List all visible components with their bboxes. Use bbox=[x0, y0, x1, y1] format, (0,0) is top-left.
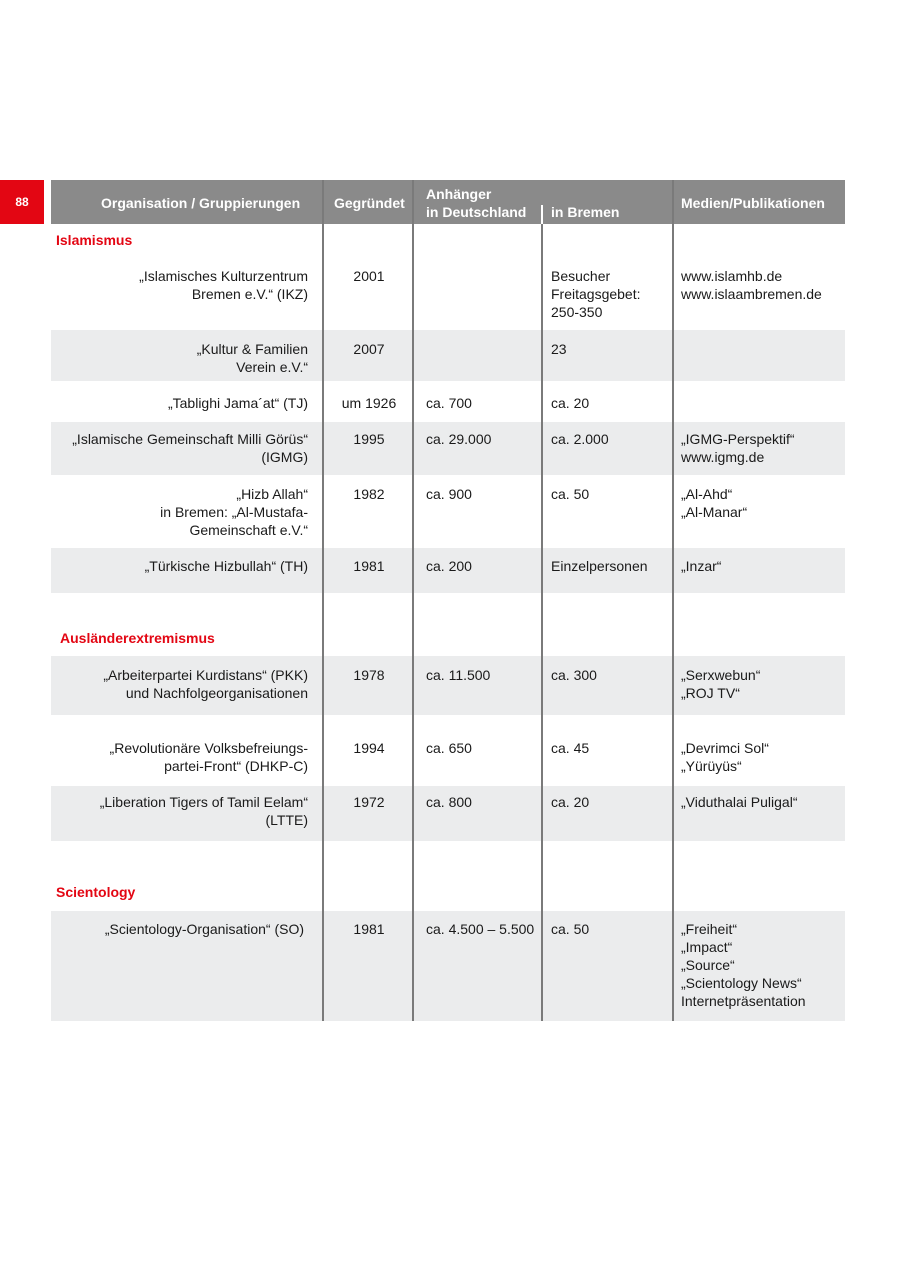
table-row-year: 1978 bbox=[353, 667, 385, 683]
table-row-bremen: ca. 300 bbox=[551, 667, 597, 683]
table-row-bremen: ca. 20 bbox=[551, 395, 590, 411]
table-row-media: „Al-Ahd“ „Al-Manar“ bbox=[681, 486, 748, 520]
table-header bbox=[51, 180, 845, 224]
table-row-org: „Islamisches Kulturzentrum Bremen e.V.“ (IKZ) bbox=[139, 268, 308, 302]
section-scientology: Scientology bbox=[56, 884, 136, 900]
header-founded: Gegründet bbox=[334, 195, 405, 211]
table-row-germany: ca. 200 bbox=[426, 558, 472, 574]
table-row-org: „Liberation Tigers of Tamil Eelam“ (LTTE) bbox=[99, 794, 308, 828]
table-row-org: „Hizb Allah“ in Bremen: „Al-Mustafa- Gemeinschaft e.V.“ bbox=[160, 486, 308, 538]
header-in-bremen: in Bremen bbox=[551, 204, 620, 220]
table-row-media: „Devrimci Sol“ „Yürüyüs“ bbox=[681, 740, 769, 774]
table-row-bremen: ca. 50 bbox=[551, 921, 590, 937]
page-number: 88 bbox=[0, 180, 44, 224]
table-row-germany: ca. 11.500 bbox=[426, 667, 491, 683]
table-row-org: „Tablighi Jama´at“ (TJ) bbox=[167, 395, 308, 411]
table-row-media: „Inzar“ bbox=[681, 558, 722, 574]
column-divider bbox=[412, 180, 414, 1021]
section-auslaenderextremismus: Ausländerextremismus bbox=[60, 630, 215, 646]
header-organisation: Organisation / Gruppierungen bbox=[101, 195, 301, 211]
table-row-germany: ca. 700 bbox=[426, 395, 472, 411]
table-row-year: 1995 bbox=[353, 431, 385, 447]
table-row-bremen: ca. 45 bbox=[551, 740, 590, 756]
table-row-media: „Serxwebun“ „ROJ TV“ bbox=[681, 667, 761, 701]
table-row-germany: ca. 650 bbox=[426, 740, 472, 756]
table-row-media: „Freiheit“ „Impact“ „Source“ „Scientology News“ Internetpräsentation bbox=[681, 921, 806, 1009]
column-divider bbox=[672, 180, 674, 1021]
header-in-germany: in Deutschland bbox=[426, 204, 527, 220]
table-row-germany: ca. 4.500 – 5.500 bbox=[426, 921, 535, 937]
table-row-germany: ca. 900 bbox=[426, 486, 472, 502]
table-row-media: „IGMG-Perspektif“ www.igmg.de bbox=[681, 431, 795, 465]
table-row-bremen: Einzelpersonen bbox=[551, 558, 648, 574]
table-row-bremen: ca. 2.000 bbox=[551, 431, 609, 447]
table-row-org: „Scientology-Organisation“ (SO) bbox=[104, 921, 304, 937]
table-row-bremen: 23 bbox=[551, 341, 567, 357]
column-divider bbox=[322, 180, 324, 1021]
column-divider bbox=[541, 224, 543, 1021]
row-band bbox=[51, 330, 845, 381]
header-followers: Anhänger bbox=[426, 186, 492, 202]
header-media: Medien/Publikationen bbox=[681, 195, 825, 211]
table-row-germany: ca. 29.000 bbox=[426, 431, 492, 447]
table-row-year: 1982 bbox=[353, 486, 385, 502]
table-row-year: 2001 bbox=[353, 268, 385, 284]
table-row-org: „Türkische Hizbullah“ (TH) bbox=[144, 558, 308, 574]
table-row-org: „Arbeiterpartei Kurdistans“ (PKK) und Nachfolgeorganisationen bbox=[103, 667, 308, 701]
table-row-bremen: ca. 20 bbox=[551, 794, 590, 810]
table-row-bremen: ca. 50 bbox=[551, 486, 590, 502]
table-row-year: 2007 bbox=[353, 341, 385, 357]
table-row-year: 1972 bbox=[353, 794, 385, 810]
table-row-org: „Revolutionäre Volksbefreiungs- partei-Front“ (DHKP-C) bbox=[109, 740, 308, 774]
table-row-year: 1981 bbox=[353, 921, 385, 937]
table-row-germany: ca. 800 bbox=[426, 794, 472, 810]
table-row-year: um 1926 bbox=[341, 395, 397, 411]
table-row-year: 1981 bbox=[353, 558, 385, 574]
table-row-media: www.islamhb.de www.islaambremen.de bbox=[681, 268, 822, 302]
table-row-year: 1994 bbox=[353, 740, 385, 756]
section-islamismus: Islamismus bbox=[56, 232, 133, 248]
table-row-org: „Kultur & Familien Verein e.V.“ bbox=[196, 341, 308, 375]
table-row-bremen: Besucher Freitagsgebet: 250-350 bbox=[551, 268, 641, 320]
table-row-org: „Islamische Gemeinschaft Milli Görüs“ (IGMG) bbox=[72, 431, 308, 465]
header-subdivider bbox=[541, 205, 543, 224]
table-row-media: „Viduthalai Puligal“ bbox=[681, 794, 798, 810]
